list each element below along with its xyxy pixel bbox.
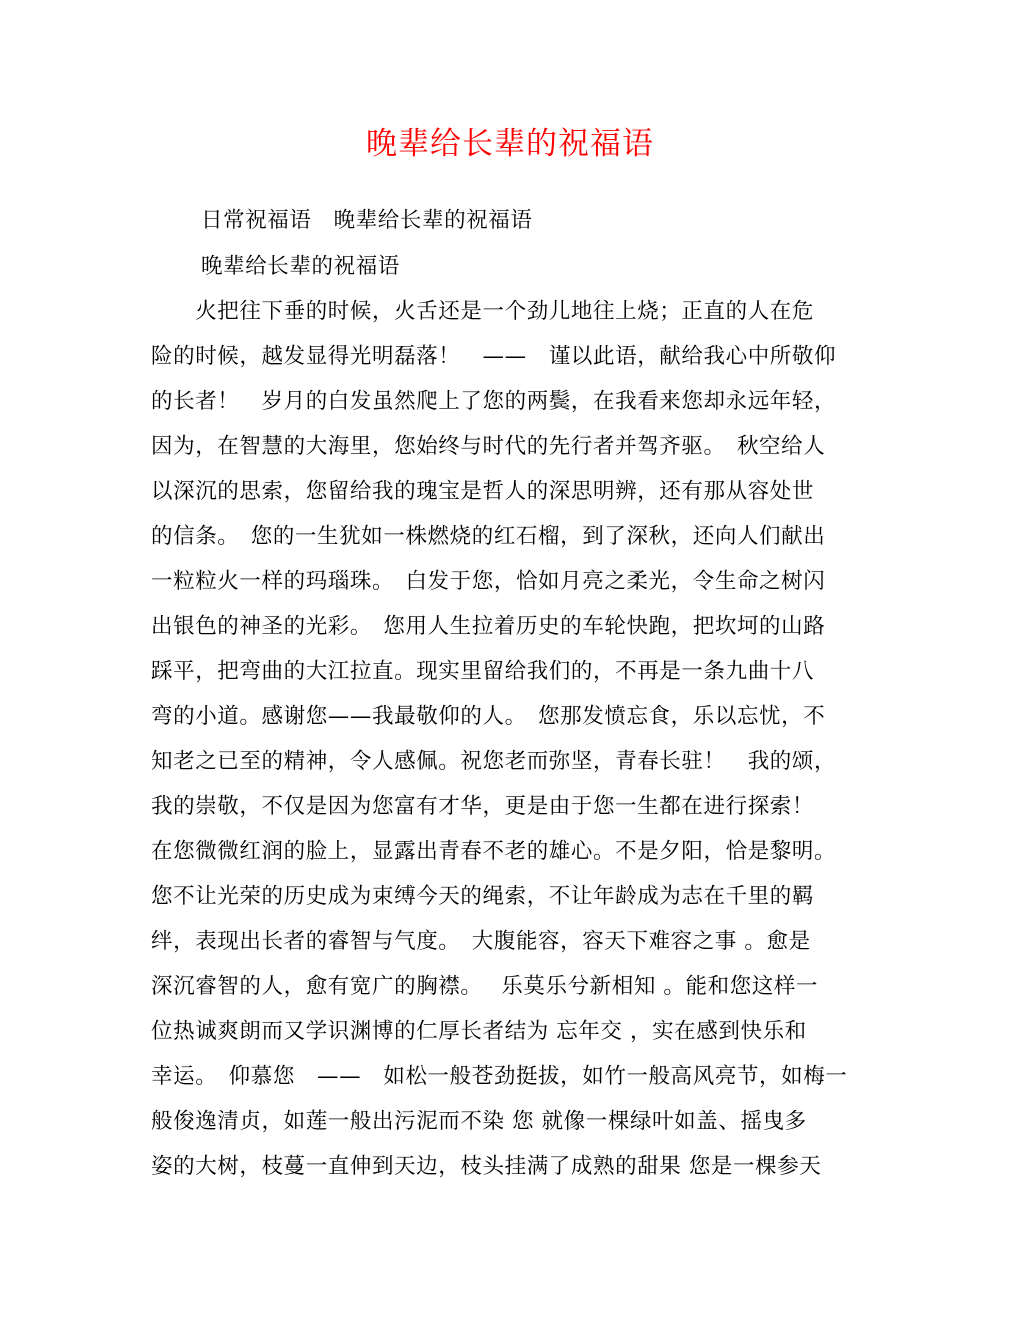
subheading-category: 日常祝福语 晚辈给长辈的祝福语 xyxy=(201,208,533,233)
body-line: 险的时候，越发显得光明磊落！ —— 谨以此语，献给我心中所敬仰 xyxy=(151,344,837,369)
body-line: 火把往下垂的时候，火舌还是一个劲儿地往上烧；正直的人在危 xyxy=(151,299,815,324)
body-line: 般俊逸清贞，如莲一般出污泥而不染 您 就像一棵绿叶如盖、摇曳多 xyxy=(151,1109,807,1134)
body-line: 因为，在智慧的大海里，您始终与时代的先行者并驾齐驱。 秋空给人 xyxy=(151,434,826,459)
body-line: 在您微微红润的脸上，显露出青春不老的雄心。不是夕阳，恰是黎明。 xyxy=(151,839,837,864)
subheading-title: 晚辈给长辈的祝福语 xyxy=(201,254,400,279)
body-line: 深沉睿智的人，愈有宽广的胸襟。 乐莫乐兮新相知 。能和您这样一 xyxy=(151,974,819,999)
body-line: 幸运。 仰慕您 —— 如松一般苍劲挺拔，如竹一般高风亮节，如梅一 xyxy=(151,1064,848,1089)
body-line: 的信条。 您的一生犹如一株燃烧的红石榴，到了深秋，还向人们献出 xyxy=(151,524,826,549)
body-line: 知老之已至的精神，令人感佩。祝您老而弥坚，青春长驻！ 我的颂， xyxy=(151,749,837,774)
body-line: 我的崇敬，不仅是因为您富有才华，更是由于您一生都在进行探索！ xyxy=(151,794,815,819)
body-line: 绊，表现出长者的睿智与气度。 大腹能容，容天下难容之事 。愈是 xyxy=(151,929,811,954)
body-line: 一粒粒火一样的玛瑙珠。 白发于您，恰如月亮之柔光，令生命之树闪 xyxy=(151,569,826,594)
document-title: 晚辈给长辈的祝福语 xyxy=(366,126,654,162)
body-line: 以深沉的思索，您留给我的瑰宝是哲人的深思明辨，还有那从容处世 xyxy=(151,479,815,504)
body-line: 的长者！ 岁月的白发虽然爬上了您的两鬓，在我看来您却永远年轻， xyxy=(151,389,837,414)
body-line: 您不让光荣的历史成为束缚今天的绳索，不让年龄成为志在千里的羁 xyxy=(151,884,815,909)
body-line: 弯的小道。感谢您——我最敬仰的人。 您那发愤忘食，乐以忘忧，不 xyxy=(151,704,826,729)
body-line: 踩平，把弯曲的大江拉直。现实里留给我们的，不再是一条九曲十八 xyxy=(151,659,815,684)
body-line: 位热诚爽朗而又学识渊博的仁厚长者结为 忘年交 ，实在感到快乐和 xyxy=(151,1019,807,1044)
body-line: 出银色的神圣的光彩。 您用人生拉着历史的车轮快跑，把坎坷的山路 xyxy=(151,614,826,639)
body-line: 姿的大树，枝蔓一直伸到天边，枝头挂满了成熟的甜果 您是一棵参天 xyxy=(151,1154,822,1179)
